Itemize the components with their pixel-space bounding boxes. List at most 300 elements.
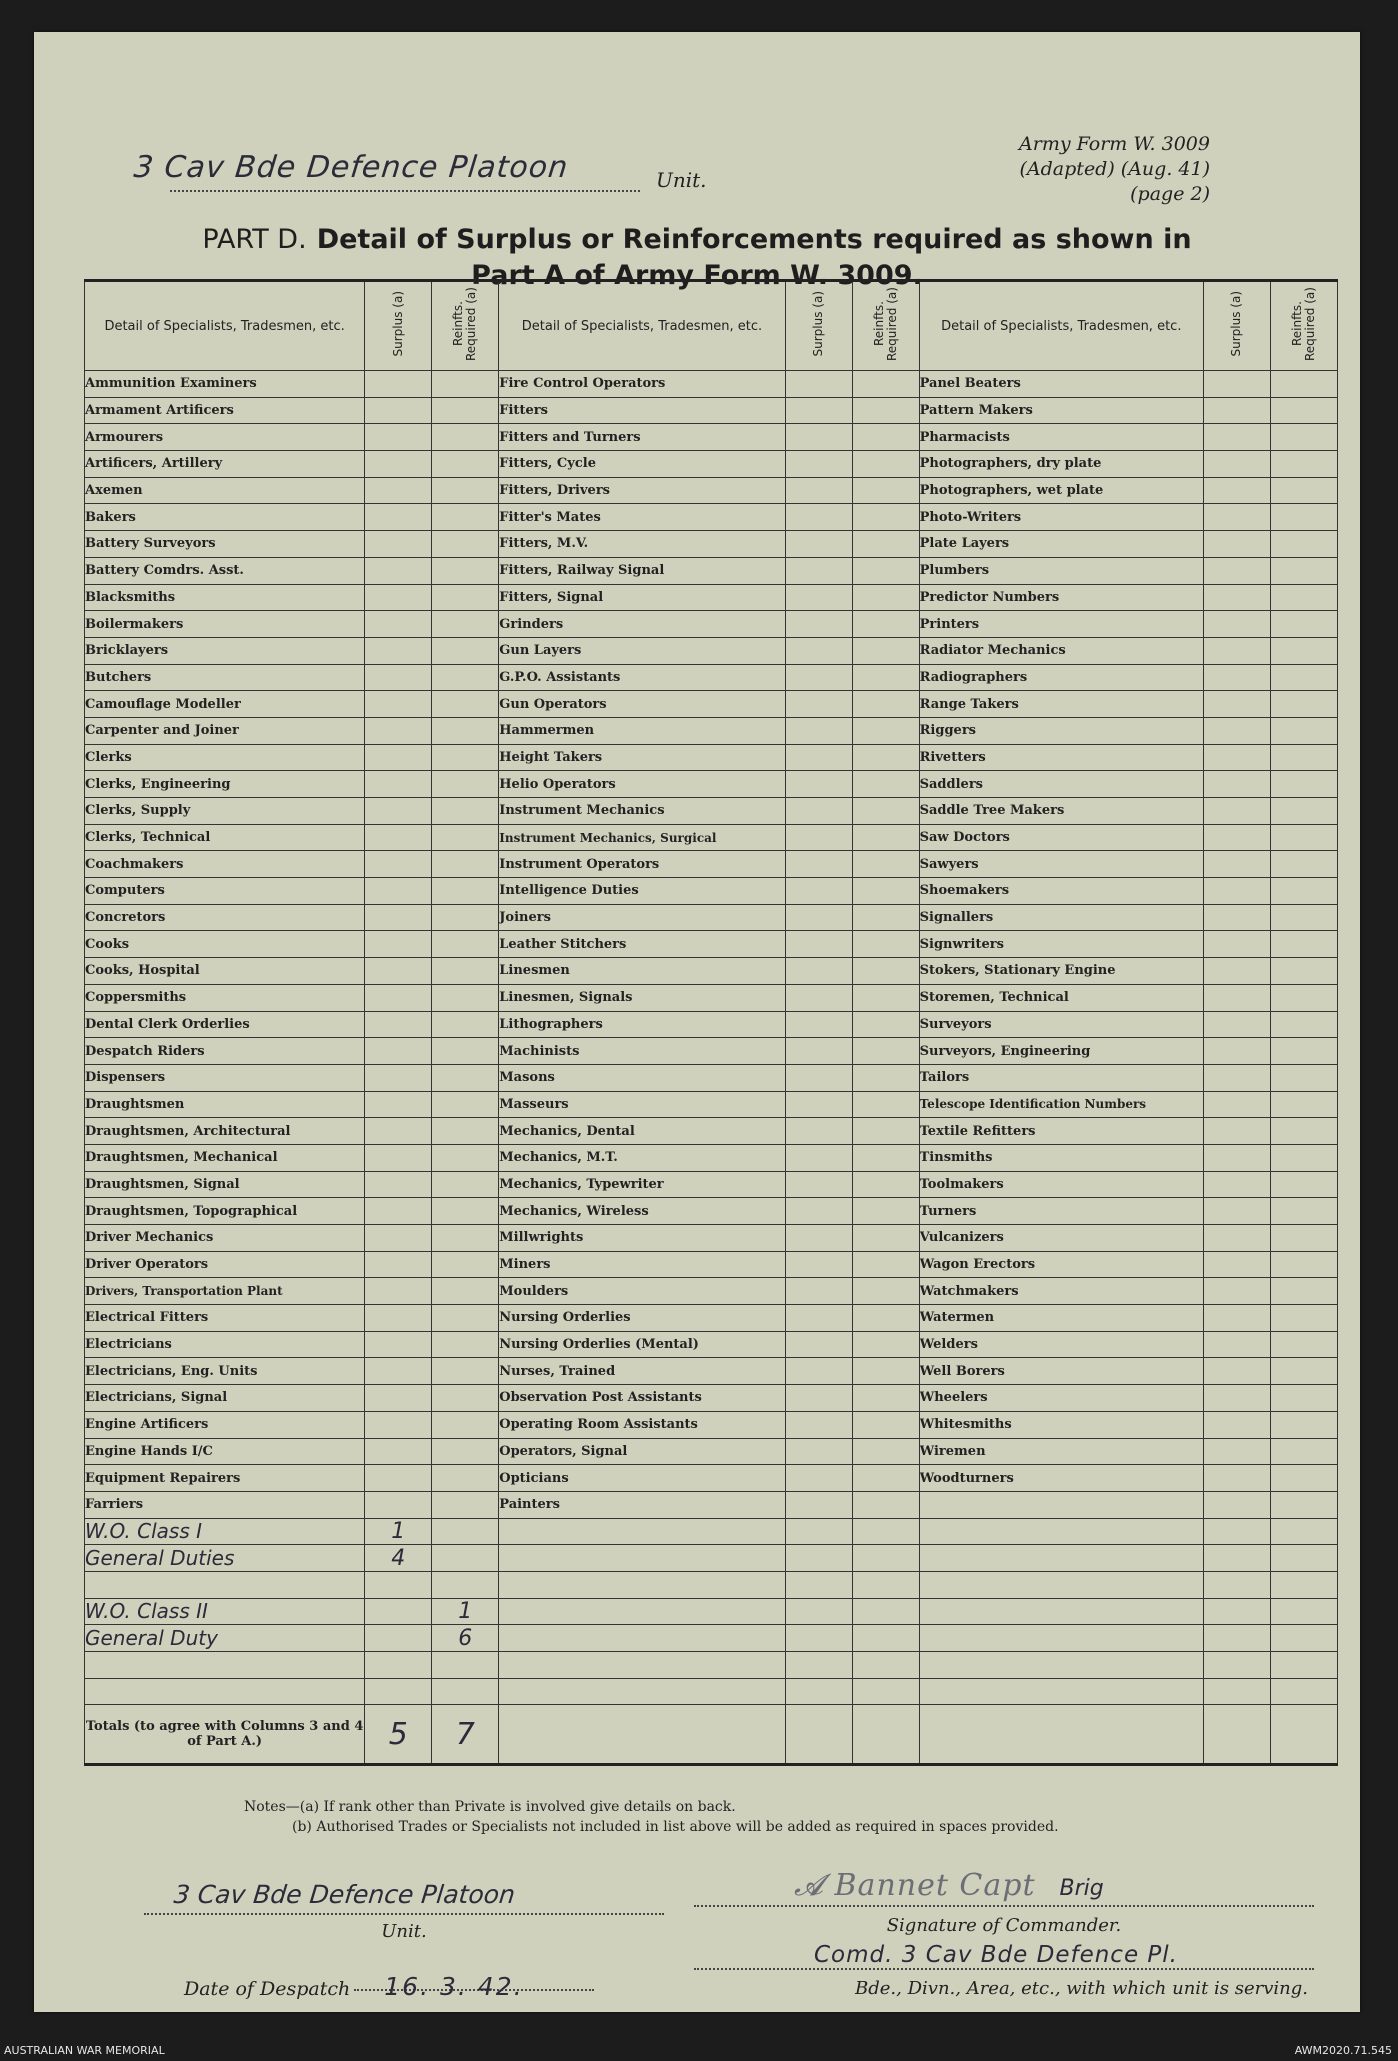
surplus-cell[interactable] xyxy=(1203,878,1270,905)
surplus-cell[interactable] xyxy=(1203,771,1270,798)
surplus-cell[interactable] xyxy=(365,1278,432,1305)
reinfts-cell[interactable] xyxy=(1270,531,1337,558)
reinfts-cell[interactable] xyxy=(432,424,499,451)
handwritten-trade[interactable] xyxy=(85,1652,365,1679)
surplus-cell[interactable] xyxy=(365,531,432,558)
surplus-cell[interactable] xyxy=(785,744,852,771)
surplus-cell[interactable] xyxy=(1203,1411,1270,1438)
surplus-cell[interactable] xyxy=(365,1171,432,1198)
surplus-cell[interactable] xyxy=(785,371,852,398)
reinfts-cell[interactable] xyxy=(432,531,499,558)
surplus-cell[interactable] xyxy=(365,717,432,744)
reinfts-cell[interactable] xyxy=(432,1144,499,1171)
surplus-cell[interactable] xyxy=(785,557,852,584)
reinfts-cell[interactable] xyxy=(432,451,499,478)
reinfts-cell[interactable] xyxy=(852,664,919,691)
reinfts-cell[interactable] xyxy=(1270,397,1337,424)
reinfts-cell[interactable] xyxy=(432,1251,499,1278)
surplus-cell[interactable] xyxy=(1203,717,1270,744)
surplus-cell[interactable] xyxy=(785,824,852,851)
reinfts-cell[interactable] xyxy=(1270,798,1337,825)
reinfts-cell[interactable] xyxy=(1270,1118,1337,1145)
reinfts-cell[interactable] xyxy=(1270,1038,1337,1065)
reinfts-cell[interactable] xyxy=(852,798,919,825)
reinfts-cell[interactable] xyxy=(432,1571,499,1598)
surplus-cell[interactable] xyxy=(365,1678,432,1705)
empty-cell[interactable] xyxy=(1203,1545,1270,1572)
reinfts-cell[interactable] xyxy=(1270,1465,1337,1492)
reinfts-cell[interactable] xyxy=(1270,1411,1337,1438)
reinfts-cell[interactable] xyxy=(1270,1305,1337,1332)
handwritten-trade[interactable]: W.O. Class I xyxy=(85,1518,365,1545)
reinfts-cell[interactable] xyxy=(1270,1331,1337,1358)
empty-cell[interactable] xyxy=(499,1518,785,1545)
handwritten-trade[interactable] xyxy=(85,1571,365,1598)
surplus-cell[interactable] xyxy=(1203,1358,1270,1385)
reinfts-cell[interactable] xyxy=(432,691,499,718)
reinfts-cell[interactable] xyxy=(432,1358,499,1385)
surplus-cell[interactable] xyxy=(1203,397,1270,424)
surplus-cell[interactable] xyxy=(785,904,852,931)
reinfts-cell[interactable] xyxy=(1270,1011,1337,1038)
reinfts-cell[interactable] xyxy=(432,1411,499,1438)
reinfts-cell[interactable] xyxy=(432,584,499,611)
surplus-cell[interactable] xyxy=(785,637,852,664)
reinfts-cell[interactable]: 1 xyxy=(432,1598,499,1625)
reinfts-cell[interactable] xyxy=(852,504,919,531)
empty-cell[interactable] xyxy=(499,1652,785,1679)
reinfts-cell[interactable] xyxy=(852,931,919,958)
surplus-cell[interactable] xyxy=(785,1171,852,1198)
surplus-cell[interactable] xyxy=(1203,637,1270,664)
reinfts-cell[interactable] xyxy=(432,744,499,771)
totals-reinfts[interactable]: 7 xyxy=(432,1705,499,1765)
surplus-cell[interactable] xyxy=(785,1225,852,1252)
reinfts-cell[interactable] xyxy=(432,904,499,931)
empty-cell[interactable] xyxy=(919,1678,1203,1705)
empty-cell[interactable] xyxy=(499,1571,785,1598)
empty-cell[interactable] xyxy=(1203,1571,1270,1598)
surplus-cell[interactable] xyxy=(785,958,852,985)
surplus-cell[interactable] xyxy=(1203,1251,1270,1278)
reinfts-cell[interactable] xyxy=(852,1491,919,1518)
surplus-cell[interactable] xyxy=(785,1331,852,1358)
empty-cell[interactable] xyxy=(499,1545,785,1572)
reinfts-cell[interactable] xyxy=(432,717,499,744)
reinfts-cell[interactable] xyxy=(1270,1198,1337,1225)
reinfts-cell[interactable] xyxy=(432,504,499,531)
surplus-cell[interactable] xyxy=(365,1305,432,1332)
empty-cell[interactable] xyxy=(785,1598,852,1625)
reinfts-cell[interactable] xyxy=(432,1011,499,1038)
surplus-cell[interactable] xyxy=(365,1011,432,1038)
surplus-cell[interactable] xyxy=(1203,584,1270,611)
reinfts-cell[interactable] xyxy=(1270,1144,1337,1171)
surplus-cell[interactable] xyxy=(785,798,852,825)
surplus-cell[interactable] xyxy=(365,1358,432,1385)
reinfts-cell[interactable] xyxy=(852,984,919,1011)
reinfts-cell[interactable] xyxy=(852,477,919,504)
reinfts-cell[interactable] xyxy=(852,958,919,985)
surplus-cell[interactable] xyxy=(785,424,852,451)
reinfts-cell[interactable] xyxy=(852,1225,919,1252)
surplus-cell[interactable]: 1 xyxy=(365,1518,432,1545)
surplus-cell[interactable] xyxy=(1203,1331,1270,1358)
empty-cell[interactable] xyxy=(499,1625,785,1652)
empty-cell[interactable] xyxy=(852,1705,919,1765)
empty-cell[interactable] xyxy=(1270,1598,1337,1625)
reinfts-cell[interactable] xyxy=(852,397,919,424)
surplus-cell[interactable] xyxy=(365,878,432,905)
reinfts-cell[interactable] xyxy=(432,931,499,958)
reinfts-cell[interactable] xyxy=(432,798,499,825)
empty-cell[interactable] xyxy=(852,1652,919,1679)
empty-cell[interactable] xyxy=(919,1625,1203,1652)
surplus-cell[interactable] xyxy=(785,1251,852,1278)
surplus-cell[interactable] xyxy=(365,451,432,478)
empty-cell[interactable] xyxy=(1203,1652,1270,1679)
reinfts-cell[interactable] xyxy=(852,744,919,771)
reinfts-cell[interactable] xyxy=(432,664,499,691)
reinfts-cell[interactable] xyxy=(432,611,499,638)
reinfts-cell[interactable] xyxy=(852,1251,919,1278)
surplus-cell[interactable] xyxy=(365,1331,432,1358)
reinfts-cell[interactable] xyxy=(432,851,499,878)
reinfts-cell[interactable] xyxy=(1270,1358,1337,1385)
surplus-cell[interactable] xyxy=(365,1465,432,1492)
reinfts-cell[interactable] xyxy=(432,1438,499,1465)
reinfts-cell[interactable] xyxy=(1270,958,1337,985)
reinfts-cell[interactable] xyxy=(1270,931,1337,958)
surplus-cell[interactable] xyxy=(1203,1278,1270,1305)
reinfts-cell[interactable] xyxy=(852,557,919,584)
reinfts-cell[interactable] xyxy=(1270,691,1337,718)
surplus-cell[interactable] xyxy=(1203,424,1270,451)
surplus-cell[interactable] xyxy=(785,451,852,478)
surplus-cell[interactable] xyxy=(365,1385,432,1412)
reinfts-cell[interactable] xyxy=(432,1118,499,1145)
empty-cell[interactable] xyxy=(1270,1518,1337,1545)
surplus-cell[interactable] xyxy=(785,477,852,504)
reinfts-cell[interactable] xyxy=(1270,1251,1337,1278)
reinfts-cell[interactable] xyxy=(1270,664,1337,691)
reinfts-cell[interactable] xyxy=(1270,1438,1337,1465)
surplus-cell[interactable] xyxy=(365,1225,432,1252)
surplus-cell[interactable] xyxy=(1203,504,1270,531)
surplus-cell[interactable] xyxy=(365,637,432,664)
surplus-cell[interactable] xyxy=(365,1064,432,1091)
surplus-cell[interactable] xyxy=(365,1411,432,1438)
empty-cell[interactable] xyxy=(919,1705,1203,1765)
empty-cell[interactable] xyxy=(852,1545,919,1572)
reinfts-cell[interactable] xyxy=(432,1278,499,1305)
surplus-cell[interactable] xyxy=(1203,958,1270,985)
reinfts-cell[interactable] xyxy=(1270,504,1337,531)
surplus-cell[interactable] xyxy=(1203,1144,1270,1171)
reinfts-cell[interactable] xyxy=(432,557,499,584)
reinfts-cell[interactable] xyxy=(1270,878,1337,905)
reinfts-cell[interactable] xyxy=(1270,611,1337,638)
surplus-cell[interactable] xyxy=(365,824,432,851)
reinfts-cell[interactable] xyxy=(432,371,499,398)
surplus-cell[interactable] xyxy=(365,851,432,878)
surplus-cell[interactable] xyxy=(365,984,432,1011)
surplus-cell[interactable] xyxy=(1203,904,1270,931)
surplus-cell[interactable] xyxy=(365,1438,432,1465)
handwritten-trade[interactable]: General Duty xyxy=(85,1625,365,1652)
surplus-cell[interactable] xyxy=(785,531,852,558)
reinfts-cell[interactable] xyxy=(852,1438,919,1465)
surplus-cell[interactable] xyxy=(365,771,432,798)
surplus-cell[interactable] xyxy=(365,1652,432,1679)
empty-cell[interactable] xyxy=(785,1571,852,1598)
reinfts-cell[interactable] xyxy=(852,771,919,798)
surplus-cell[interactable] xyxy=(1203,744,1270,771)
reinfts-cell[interactable] xyxy=(432,1091,499,1118)
empty-cell[interactable] xyxy=(785,1518,852,1545)
surplus-cell[interactable] xyxy=(365,744,432,771)
surplus-cell[interactable] xyxy=(1203,611,1270,638)
surplus-cell[interactable] xyxy=(1203,1118,1270,1145)
surplus-cell[interactable] xyxy=(1203,664,1270,691)
surplus-cell[interactable] xyxy=(1203,1011,1270,1038)
empty-cell[interactable] xyxy=(1203,1598,1270,1625)
surplus-cell[interactable] xyxy=(785,984,852,1011)
handwritten-trade[interactable]: General Duties xyxy=(85,1545,365,1572)
reinfts-cell[interactable] xyxy=(432,1678,499,1705)
reinfts-cell[interactable] xyxy=(1270,557,1337,584)
empty-cell[interactable] xyxy=(919,1545,1203,1572)
surplus-cell[interactable]: 4 xyxy=(365,1545,432,1572)
surplus-cell[interactable] xyxy=(365,477,432,504)
reinfts-cell[interactable] xyxy=(432,1038,499,1065)
surplus-cell[interactable] xyxy=(1203,931,1270,958)
reinfts-cell[interactable] xyxy=(432,1385,499,1412)
surplus-cell[interactable] xyxy=(365,424,432,451)
reinfts-cell[interactable] xyxy=(852,878,919,905)
surplus-cell[interactable] xyxy=(785,1385,852,1412)
surplus-cell[interactable] xyxy=(1203,1225,1270,1252)
surplus-cell[interactable] xyxy=(365,691,432,718)
reinfts-cell[interactable] xyxy=(852,584,919,611)
reinfts-cell[interactable] xyxy=(1270,984,1337,1011)
surplus-cell[interactable] xyxy=(365,1571,432,1598)
surplus-cell[interactable] xyxy=(365,397,432,424)
empty-cell[interactable] xyxy=(919,1571,1203,1598)
surplus-cell[interactable] xyxy=(365,371,432,398)
surplus-cell[interactable] xyxy=(1203,1091,1270,1118)
reinfts-cell[interactable] xyxy=(1270,851,1337,878)
empty-cell[interactable] xyxy=(1203,1625,1270,1652)
surplus-cell[interactable] xyxy=(785,1011,852,1038)
surplus-cell[interactable] xyxy=(785,1491,852,1518)
reinfts-cell[interactable] xyxy=(432,1198,499,1225)
empty-cell[interactable] xyxy=(1270,1571,1337,1598)
reinfts-cell[interactable] xyxy=(852,1091,919,1118)
surplus-cell[interactable] xyxy=(365,1091,432,1118)
surplus-cell[interactable] xyxy=(785,1278,852,1305)
reinfts-cell[interactable] xyxy=(852,717,919,744)
surplus-cell[interactable] xyxy=(1203,851,1270,878)
surplus-cell[interactable] xyxy=(365,611,432,638)
reinfts-cell[interactable] xyxy=(852,371,919,398)
reinfts-cell[interactable] xyxy=(432,958,499,985)
reinfts-cell[interactable] xyxy=(432,824,499,851)
empty-cell[interactable] xyxy=(1270,1545,1337,1572)
reinfts-cell[interactable] xyxy=(852,1465,919,1492)
reinfts-cell[interactable] xyxy=(1270,1171,1337,1198)
surplus-cell[interactable] xyxy=(785,1358,852,1385)
surplus-cell[interactable] xyxy=(785,1064,852,1091)
reinfts-cell[interactable] xyxy=(432,397,499,424)
empty-cell[interactable] xyxy=(1203,1518,1270,1545)
surplus-cell[interactable] xyxy=(1203,1491,1270,1518)
reinfts-cell[interactable] xyxy=(852,691,919,718)
empty-cell[interactable] xyxy=(785,1625,852,1652)
surplus-cell[interactable] xyxy=(785,397,852,424)
reinfts-cell[interactable] xyxy=(852,1171,919,1198)
reinfts-cell[interactable] xyxy=(1270,1278,1337,1305)
reinfts-cell[interactable] xyxy=(432,1545,499,1572)
reinfts-cell[interactable] xyxy=(1270,1091,1337,1118)
empty-cell[interactable] xyxy=(919,1598,1203,1625)
surplus-cell[interactable] xyxy=(365,1038,432,1065)
reinfts-cell[interactable] xyxy=(432,1171,499,1198)
reinfts-cell[interactable] xyxy=(432,771,499,798)
reinfts-cell[interactable] xyxy=(1270,477,1337,504)
reinfts-cell[interactable] xyxy=(432,1491,499,1518)
surplus-cell[interactable] xyxy=(785,664,852,691)
surplus-cell[interactable] xyxy=(1203,477,1270,504)
reinfts-cell[interactable] xyxy=(432,1331,499,1358)
reinfts-cell[interactable]: 6 xyxy=(432,1625,499,1652)
reinfts-cell[interactable] xyxy=(432,1465,499,1492)
surplus-cell[interactable] xyxy=(1203,1064,1270,1091)
reinfts-cell[interactable] xyxy=(852,1358,919,1385)
surplus-cell[interactable] xyxy=(785,1438,852,1465)
reinfts-cell[interactable] xyxy=(432,1518,499,1545)
surplus-cell[interactable] xyxy=(365,504,432,531)
reinfts-cell[interactable] xyxy=(852,1198,919,1225)
empty-cell[interactable] xyxy=(919,1518,1203,1545)
surplus-cell[interactable] xyxy=(785,1411,852,1438)
reinfts-cell[interactable] xyxy=(852,1278,919,1305)
surplus-cell[interactable] xyxy=(365,1198,432,1225)
empty-cell[interactable] xyxy=(1203,1678,1270,1705)
surplus-cell[interactable] xyxy=(785,1118,852,1145)
empty-cell[interactable] xyxy=(785,1545,852,1572)
surplus-cell[interactable] xyxy=(785,1144,852,1171)
reinfts-cell[interactable] xyxy=(852,1411,919,1438)
reinfts-cell[interactable] xyxy=(432,1305,499,1332)
empty-cell[interactable] xyxy=(499,1678,785,1705)
surplus-cell[interactable] xyxy=(1203,1465,1270,1492)
surplus-cell[interactable] xyxy=(785,717,852,744)
reinfts-cell[interactable] xyxy=(1270,771,1337,798)
surplus-cell[interactable] xyxy=(1203,798,1270,825)
empty-cell[interactable] xyxy=(852,1625,919,1652)
empty-cell[interactable] xyxy=(785,1652,852,1679)
reinfts-cell[interactable] xyxy=(852,1011,919,1038)
reinfts-cell[interactable] xyxy=(432,637,499,664)
surplus-cell[interactable] xyxy=(1203,1171,1270,1198)
reinfts-cell[interactable] xyxy=(1270,371,1337,398)
surplus-cell[interactable] xyxy=(785,851,852,878)
empty-cell[interactable] xyxy=(919,1652,1203,1679)
empty-cell[interactable] xyxy=(499,1705,785,1765)
reinfts-cell[interactable] xyxy=(852,1144,919,1171)
reinfts-cell[interactable] xyxy=(852,424,919,451)
surplus-cell[interactable] xyxy=(1203,1438,1270,1465)
reinfts-cell[interactable] xyxy=(852,904,919,931)
surplus-cell[interactable] xyxy=(365,798,432,825)
reinfts-cell[interactable] xyxy=(1270,637,1337,664)
surplus-cell[interactable] xyxy=(1203,1385,1270,1412)
empty-cell[interactable] xyxy=(852,1518,919,1545)
reinfts-cell[interactable] xyxy=(1270,424,1337,451)
empty-cell[interactable] xyxy=(1270,1652,1337,1679)
reinfts-cell[interactable] xyxy=(1270,744,1337,771)
empty-cell[interactable] xyxy=(1270,1625,1337,1652)
empty-cell[interactable] xyxy=(785,1705,852,1765)
reinfts-cell[interactable] xyxy=(1270,1491,1337,1518)
surplus-cell[interactable] xyxy=(785,584,852,611)
reinfts-cell[interactable] xyxy=(1270,824,1337,851)
surplus-cell[interactable] xyxy=(1203,451,1270,478)
empty-cell[interactable] xyxy=(499,1598,785,1625)
surplus-cell[interactable] xyxy=(785,1305,852,1332)
reinfts-cell[interactable] xyxy=(1270,451,1337,478)
reinfts-cell[interactable] xyxy=(852,1064,919,1091)
empty-cell[interactable] xyxy=(1203,1705,1270,1765)
reinfts-cell[interactable] xyxy=(1270,1225,1337,1252)
reinfts-cell[interactable] xyxy=(852,1305,919,1332)
surplus-cell[interactable] xyxy=(365,1144,432,1171)
reinfts-cell[interactable] xyxy=(432,1064,499,1091)
reinfts-cell[interactable] xyxy=(432,1225,499,1252)
surplus-cell[interactable] xyxy=(365,664,432,691)
surplus-cell[interactable] xyxy=(785,691,852,718)
surplus-cell[interactable] xyxy=(365,584,432,611)
reinfts-cell[interactable] xyxy=(1270,584,1337,611)
empty-cell[interactable] xyxy=(852,1678,919,1705)
surplus-cell[interactable] xyxy=(785,1198,852,1225)
reinfts-cell[interactable] xyxy=(852,1385,919,1412)
reinfts-cell[interactable] xyxy=(852,824,919,851)
surplus-cell[interactable] xyxy=(1203,557,1270,584)
totals-surplus[interactable]: 5 xyxy=(365,1705,432,1765)
reinfts-cell[interactable] xyxy=(1270,1064,1337,1091)
surplus-cell[interactable] xyxy=(785,878,852,905)
surplus-cell[interactable] xyxy=(785,771,852,798)
reinfts-cell[interactable] xyxy=(1270,717,1337,744)
surplus-cell[interactable] xyxy=(1203,371,1270,398)
reinfts-cell[interactable] xyxy=(432,984,499,1011)
surplus-cell[interactable] xyxy=(1203,1198,1270,1225)
reinfts-cell[interactable] xyxy=(852,1331,919,1358)
surplus-cell[interactable] xyxy=(1203,1038,1270,1065)
surplus-cell[interactable] xyxy=(365,904,432,931)
empty-cell[interactable] xyxy=(1270,1678,1337,1705)
surplus-cell[interactable] xyxy=(365,1625,432,1652)
handwritten-trade[interactable]: W.O. Class II xyxy=(85,1598,365,1625)
surplus-cell[interactable] xyxy=(785,611,852,638)
empty-cell[interactable] xyxy=(852,1598,919,1625)
surplus-cell[interactable] xyxy=(1203,984,1270,1011)
surplus-cell[interactable] xyxy=(365,1598,432,1625)
surplus-cell[interactable] xyxy=(785,504,852,531)
surplus-cell[interactable] xyxy=(365,931,432,958)
